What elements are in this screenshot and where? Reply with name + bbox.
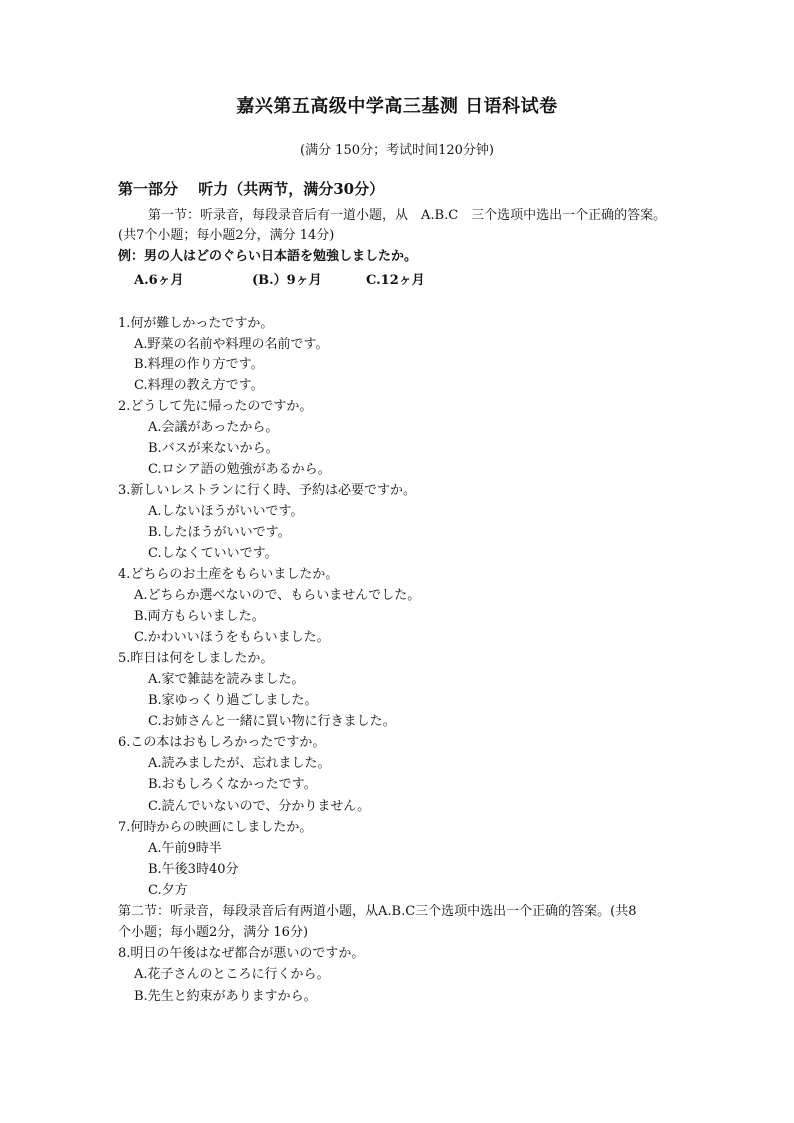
question-5: 5.昨日は何をしましたか。 <box>118 651 274 666</box>
question-3: 3.新しいレストランに行く時、予約は必要ですか。 <box>118 483 417 498</box>
question-2: 2.どうして先に帰ったのですか。 <box>118 399 313 414</box>
q7-option-a: A.午前9時半 <box>148 841 222 856</box>
q2-option-b: B.バスが来ないから。 <box>148 441 279 456</box>
section2-instruction: 第二节：听录音，每段录音后有两道小题，从A.B.C三个选项中选出一个正确的答案。(共8 <box>118 904 637 919</box>
q3-option-b: B.したほうがいいです。 <box>148 525 291 540</box>
question-6: 6.この本はおもしろかったですか。 <box>118 735 326 750</box>
q4-option-c: C.かわいいほうをもらいました。 <box>134 630 330 645</box>
question-8: 8.明日の午後はなぜ都合が悪いのですか。 <box>118 946 365 961</box>
example-option-b: (B.）9ヶ月 <box>252 273 322 288</box>
q3-option-a: A.しないほうがいいです。 <box>148 504 304 519</box>
q5-option-a: A.家で雑誌を読みました。 <box>148 672 305 687</box>
section2-instruction-cont: 个小题；每小题2分，满分 16分) <box>118 925 309 940</box>
question-7: 7.何時からの映画にしましたか。 <box>118 820 313 835</box>
q8-option-a: A.花子さんのところに行くから。 <box>134 967 330 982</box>
q1-option-a: A.野菜の名前や料理の名前です。 <box>134 337 329 352</box>
part1-heading: 第一部分 听力（共两节，满分30分） <box>118 180 385 198</box>
example-option-a: A.6ヶ月 <box>134 273 184 288</box>
q2-option-a: A.会議があったから。 <box>148 420 279 435</box>
q4-option-a: A.どちらか選べないので、もらいませんでした。 <box>134 588 421 603</box>
q6-option-c: C.読んでいないので、分かりません。 <box>148 799 371 814</box>
section1-instruction-cont: (共7个小题；每小题2分，满分 14分) <box>118 228 335 243</box>
page-subtitle: (满分 150分；考试时间120分钟) <box>300 143 494 158</box>
q8-option-b: B.先生と約束がありますから。 <box>134 989 317 1004</box>
question-1: 1.何が難しかったですか。 <box>118 316 274 331</box>
page-title: 嘉兴第五高级中学高三基测 日语科试卷 <box>236 96 558 117</box>
q7-option-c: C.夕方 <box>148 883 188 898</box>
section1-instruction: 第一节：听录音，每段录音后有一道小题，从 A.B.C 三个选项中选出一个正确的答案。 <box>148 208 667 223</box>
example-option-c: C.12ヶ月 <box>366 273 425 288</box>
q1-option-c: C.料理の教え方です。 <box>134 378 264 393</box>
q7-option-b: B.午後3時40分 <box>148 862 239 877</box>
question-4: 4.どちらのお土産をもらいましたか。 <box>118 567 339 582</box>
q5-option-c: C.お姉さんと一緒に買い物に行きました。 <box>148 714 396 729</box>
q1-option-b: B.料理の作り方です。 <box>134 357 264 372</box>
q6-option-a: A.読みましたが、忘れました。 <box>148 756 331 771</box>
q2-option-c: C.ロシア語の勉強があるから。 <box>148 462 331 477</box>
q5-option-b: B.家ゆっくり過ごしました。 <box>148 693 318 708</box>
example-question: 例：男の人はどのぐらい日本語を勉強しましたか。 <box>118 249 418 264</box>
q6-option-b: B.おもしろくなかったです。 <box>148 777 317 792</box>
q4-option-b: B.両方もらいました。 <box>134 609 265 624</box>
q3-option-c: C.しなくていいです。 <box>148 546 278 561</box>
